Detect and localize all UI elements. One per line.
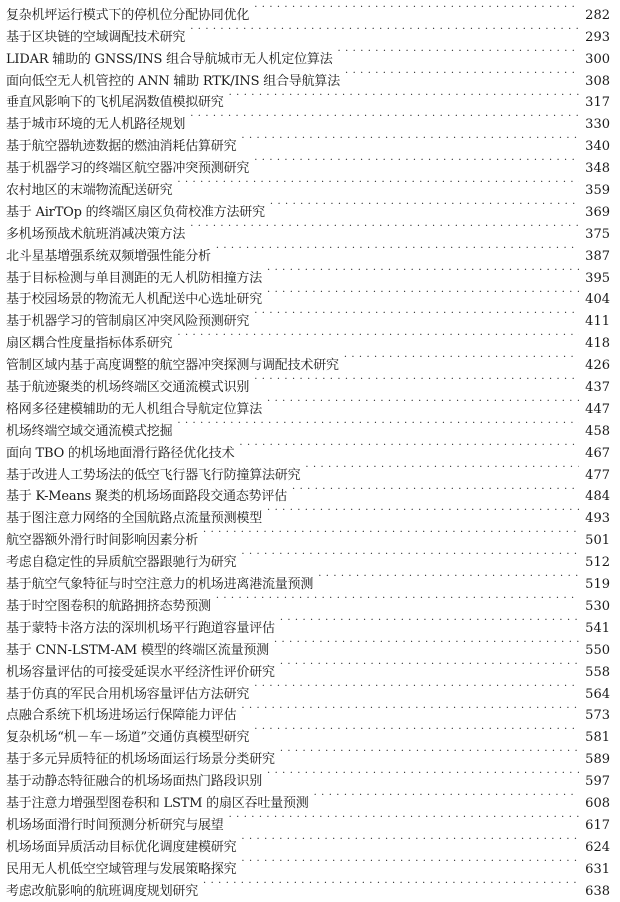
toc-entry-title: 管制区域内基于高度调整的航空器冲突探测与调配技术研究 (6, 358, 339, 374)
toc-entry-title: 基于 CNN-LSTM-AM 模型的终端区流量预测 (6, 642, 269, 658)
toc-entry-title: 基于多元异质特征的机场场面运行场景分类研究 (6, 752, 275, 768)
toc-dot-leader (203, 873, 579, 895)
toc-entry-page-number: 359 (585, 183, 610, 199)
toc-dot-leader (241, 698, 579, 720)
toc-dot-leader (318, 566, 579, 588)
toc-dot-leader (177, 325, 579, 347)
toc-entry-title: 农村地区的末端物流配送研究 (6, 183, 173, 199)
toc-entry-page-number: 484 (585, 489, 610, 505)
toc-dot-leader (305, 457, 579, 479)
toc-dot-leader (254, 719, 579, 741)
table-of-contents (6, 0, 610, 899)
toc-entry-page-number: 617 (585, 817, 610, 833)
toc-dot-leader (229, 807, 579, 829)
toc-entry-title: LIDAR 辅助的 GNSS/INS 组合导航城市无人机定位算法 (6, 51, 333, 67)
toc-entry-page-number: 395 (585, 270, 610, 286)
toc-dot-leader (292, 479, 579, 501)
toc-dot-leader (280, 741, 579, 763)
toc-dot-leader (190, 106, 579, 128)
toc-entry-page-number: 418 (585, 336, 610, 352)
toc-entry-title: 垂直风影响下的飞机尾涡数值模拟研究 (6, 95, 224, 111)
toc-entry-page-number: 608 (585, 795, 610, 811)
toc-entry-title: 基于城市环境的无人机路径规划 (6, 117, 186, 133)
toc-entry-page-number: 404 (585, 292, 610, 308)
toc-entry-page-number: 437 (585, 380, 610, 396)
toc-dot-leader (314, 785, 579, 807)
toc-entry-page-number: 573 (585, 708, 610, 724)
toc-dot-leader (239, 435, 579, 457)
toc-entry-title: 考虑改航影响的航班调度规划研究 (6, 883, 199, 899)
toc-entry-title: 机场场面滑行时间预测分析研究与展望 (6, 817, 224, 833)
toc-entry-page-number: 293 (585, 29, 610, 45)
toc-dot-leader (267, 763, 579, 785)
toc-dot-leader (254, 676, 579, 698)
toc-entry-page-number: 375 (585, 226, 610, 242)
toc-entry-title: 基于仿真的军民合用机场容量评估方法研究 (6, 686, 250, 702)
toc-entry-page-number: 330 (585, 117, 610, 133)
toc-entry-title: 基于改进人工势场法的低空飞行器飞行防撞算法研究 (6, 467, 301, 483)
toc-entry-page-number: 624 (585, 839, 610, 855)
toc-entry-title: 机场终端空域交通流模式挖掘 (6, 423, 173, 439)
toc-dot-leader (267, 500, 579, 522)
toc-entry-page-number: 411 (585, 314, 610, 330)
toc-entry-page-number: 340 (585, 139, 610, 155)
toc-dot-leader (267, 260, 579, 282)
toc-entry-title: 面向低空无人机管控的 ANN 辅助 RTK/INS 组合导航算法 (6, 73, 341, 89)
toc-entry-page-number: 308 (585, 73, 610, 89)
toc-entry-page-number: 467 (585, 445, 610, 461)
toc-dot-leader (190, 19, 579, 41)
toc-dot-leader (267, 391, 579, 413)
toc-entry-page-number: 558 (585, 664, 610, 680)
toc-dot-leader (203, 522, 579, 544)
toc-entry-title: 基于图注意力网络的全国航路点流量预测模型 (6, 511, 263, 527)
toc-entry-title: 面向 TBO 的机场地面滑行路径优化技术 (6, 445, 235, 461)
toc-dot-leader (216, 238, 579, 260)
toc-entry-page-number: 317 (585, 95, 610, 111)
toc-dot-leader (280, 610, 579, 632)
toc-entry-page-number: 501 (585, 533, 610, 549)
toc-entry-title: 基于航空气象特征与时空注意力的机场进离港流量预测 (6, 577, 314, 593)
toc-entry-page-number: 530 (585, 598, 610, 614)
toc-entry-page-number: 387 (585, 248, 610, 264)
toc-entry-title: 复杂机场“机－车－场道”交通仿真模型研究 (6, 730, 250, 746)
toc-entry-title: 机场场面异质活动目标优化调度建模研究 (6, 839, 237, 855)
toc-entry-title: 基于区块链的空域调配技术研究 (6, 29, 186, 45)
toc-entry-title: 格网多径建模辅助的无人机组合导航定位算法 (6, 401, 263, 417)
toc-dot-leader (270, 194, 579, 216)
toc-entry-page-number: 581 (585, 730, 610, 746)
toc-entry[interactable] (6, 0, 610, 23)
toc-entry-title: 基于注意力增强型图卷积和 LSTM 的扇区吞吐量预测 (6, 795, 309, 811)
toc-entry-page-number: 589 (585, 752, 610, 768)
toc-entry-page-number: 638 (585, 883, 610, 899)
toc-entry-page-number: 348 (585, 161, 610, 177)
toc-entry-title: 扇区耦合性度量指标体系研究 (6, 336, 173, 352)
toc-dot-leader (241, 544, 579, 566)
toc-dot-leader (177, 413, 579, 435)
toc-dot-leader (241, 851, 579, 873)
toc-entry-page-number: 458 (585, 423, 610, 439)
toc-dot-leader (241, 128, 579, 150)
toc-entry-page-number: 631 (585, 861, 610, 877)
toc-entry-title: 基于动静态特征融合的机场场面热门路段识别 (6, 774, 263, 790)
toc-dot-leader (338, 41, 579, 63)
toc-entry-page-number: 541 (585, 620, 610, 636)
toc-entry-page-number: 282 (585, 7, 610, 23)
toc-entry-title: 基于航迹聚类的机场终端区交通流模式识别 (6, 380, 250, 396)
toc-entry-title: 考虑自稳定性的异质航空器跟驰行为研究 (6, 555, 237, 571)
toc-entry-title: 复杂机坪运行模式下的停机位分配协同优化 (6, 7, 250, 23)
toc-entry-title: 基于校园场景的物流无人机配送中心选址研究 (6, 292, 263, 308)
toc-entry-title: 机场容量评估的可接受延误水平经济性评价研究 (6, 664, 275, 680)
toc-entry-page-number: 447 (585, 401, 610, 417)
toc-entry-title: 基于 K-Means 聚类的机场场面路段交通态势评估 (6, 489, 288, 505)
toc-dot-leader (177, 172, 579, 194)
toc-entry-title: 基于时空图卷积的航路拥挤态势预测 (6, 598, 211, 614)
toc-entry-title: 基于航空器轨迹数据的燃油消耗估算研究 (6, 139, 237, 155)
toc-dot-leader (344, 347, 579, 369)
toc-entry-page-number: 477 (585, 467, 610, 483)
toc-entry-title: 基于 AirTOp 的终端区扇区负荷校准方法研究 (6, 204, 265, 220)
toc-entry-title: 北斗星基增强系统双频增强性能分析 (6, 248, 211, 264)
toc-entry-page-number: 300 (585, 51, 610, 67)
toc-entry-title: 航空器额外滑行时间影响因素分析 (6, 533, 199, 549)
toc-dot-leader (280, 654, 579, 676)
toc-entry-title: 民用无人机低空空域管理与发展策略探究 (6, 861, 237, 877)
toc-dot-leader (216, 588, 579, 610)
toc-entry-title: 多机场预战术航班消减决策方法 (6, 226, 186, 242)
toc-dot-leader (190, 216, 579, 238)
toc-dot-leader (241, 829, 579, 851)
toc-dot-leader (254, 150, 579, 172)
toc-dot-leader (254, 303, 579, 325)
toc-dot-leader (345, 63, 579, 85)
toc-entry-page-number: 426 (585, 358, 610, 374)
toc-entry-page-number: 550 (585, 642, 610, 658)
toc-entry-title: 基于机器学习的终端区航空器冲突预测研究 (6, 161, 250, 177)
toc-dot-leader (229, 85, 579, 107)
toc-dot-leader (267, 282, 579, 304)
toc-entry-page-number: 597 (585, 774, 610, 790)
toc-entry-title: 基于蒙特卡洛方法的深圳机场平行跑道容量评估 (6, 620, 275, 636)
toc-entry-title: 基于机器学习的管制扇区冲突风险预测研究 (6, 314, 250, 330)
toc-dot-leader (274, 632, 579, 654)
toc-dot-leader (254, 369, 579, 391)
toc-entry-page-number: 519 (585, 577, 610, 593)
toc-entry-page-number: 493 (585, 511, 610, 527)
toc-entry-page-number: 512 (585, 555, 610, 571)
toc-entry-title: 基于目标检测与单目测距的无人机防相撞方法 (6, 270, 263, 286)
toc-entry-title: 点融合系统下机场进场运行保障能力评估 (6, 708, 237, 724)
toc-dot-leader (254, 0, 579, 19)
toc-entry-page-number: 369 (585, 204, 610, 220)
toc-entry-page-number: 564 (585, 686, 610, 702)
